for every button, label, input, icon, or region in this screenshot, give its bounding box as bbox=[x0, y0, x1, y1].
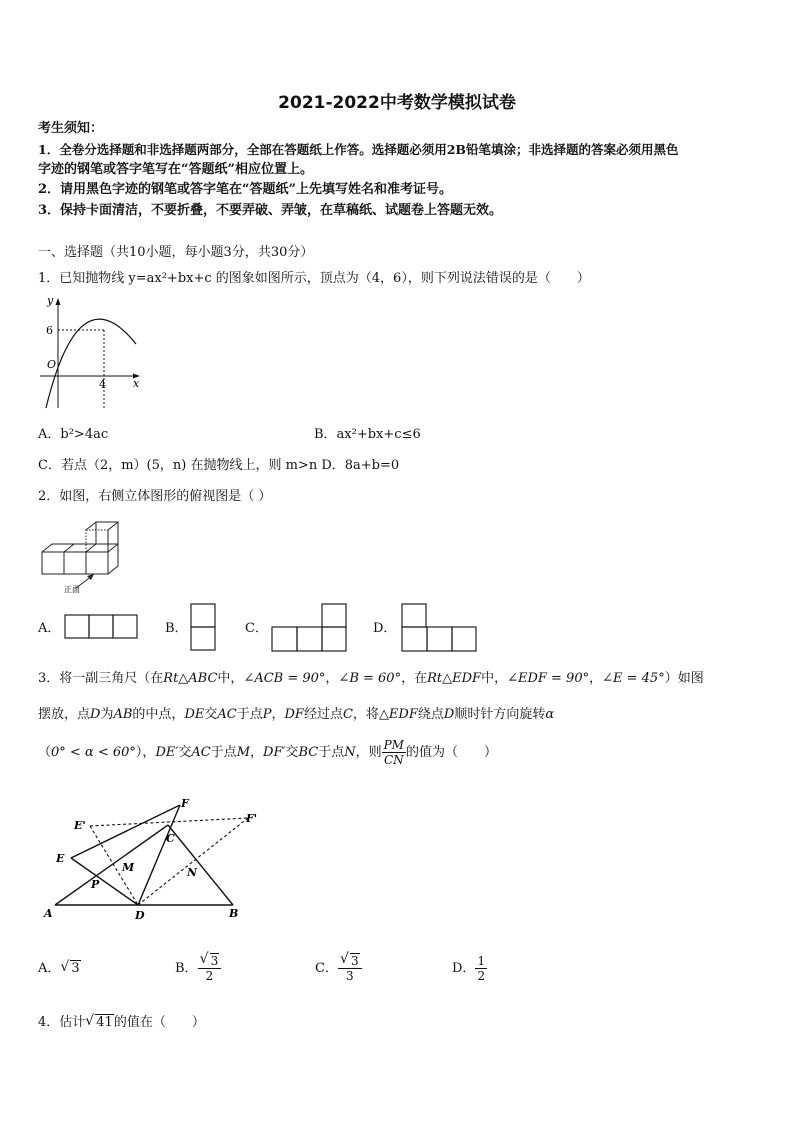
q3-option-d bbox=[452, 950, 487, 988]
q3-option-a-sqrt bbox=[60, 960, 80, 978]
q3-l2-text: 绕点 bbox=[417, 707, 444, 722]
q3-l2-text: ，将 bbox=[352, 707, 379, 722]
q3-label-b: B bbox=[229, 907, 239, 920]
notice-line-2: 2．请用黑色字迹的钢笔或答字笔在“答题纸”上先填写姓名和准考证号。 bbox=[38, 182, 453, 197]
q3-l2-text: 的中点， bbox=[132, 707, 185, 722]
q3-l1-rtabc: Rt△ABC bbox=[163, 671, 218, 686]
q3-option-a-label: A． bbox=[38, 961, 61, 976]
q1-y-label: y bbox=[47, 294, 54, 307]
q1-stem: 1．已知抛物线 y=ax²+bx+c 的图象如图所示，顶点为（4，6），则下列说法错误的是（ ） bbox=[38, 271, 590, 286]
q3-l1-text: ， bbox=[589, 671, 603, 686]
q3-l2-var: DF bbox=[284, 707, 304, 722]
q3-l2-text: 于点 bbox=[236, 707, 263, 722]
q3-option-b-label: B． bbox=[175, 961, 198, 976]
q3-l2-var: △EDF bbox=[378, 707, 418, 722]
q3-label-a: A bbox=[44, 907, 53, 920]
notice-line-1a: 1．全卷分选择题和非选择题两部分，全部在答题纸上作答。选择题必须用2B铅笔填涂；非选择题的答案必须用黑色 bbox=[38, 142, 679, 157]
q3-l2-text: 经过点 bbox=[303, 707, 343, 722]
q3-l2-text: 交 bbox=[204, 707, 218, 722]
q3-l3-text: 交 bbox=[178, 745, 192, 760]
q3-l2-var: P bbox=[262, 707, 272, 722]
q1-option-b: B．ax²+bx+c≤6 bbox=[314, 427, 421, 442]
q3-l3-text: 于点 bbox=[210, 745, 237, 760]
q3-label-c: C bbox=[166, 832, 175, 845]
q3-l2-var: D bbox=[90, 707, 101, 722]
q2-option-c-figure bbox=[271, 603, 349, 653]
q3-l3-var: M bbox=[236, 745, 250, 760]
q3-l2-text: 为 bbox=[100, 707, 114, 722]
q1-parabola-graph bbox=[36, 292, 148, 410]
q3-option-c-radicand: 3 bbox=[350, 954, 359, 968]
q3-option-b-radicand: 3 bbox=[210, 954, 219, 968]
q1-option-c-d: C．若点（2，m）(5，n) 在抛物线上，则 m>n D．8a+b=0 bbox=[38, 458, 400, 473]
q4-text-post: 的值在（ ） bbox=[113, 1015, 205, 1030]
q3-option-d-den: 2 bbox=[477, 969, 486, 983]
q3-l1-angle-e: ∠E = 45° bbox=[602, 671, 665, 686]
q3-label-m: M bbox=[122, 861, 135, 874]
q3-pm-over-cn bbox=[382, 738, 406, 767]
q3-l3-text: 的值为（ ） bbox=[405, 745, 497, 760]
notice-heading: 考生须知： bbox=[38, 121, 104, 136]
q4-radicand: 41 bbox=[96, 1015, 113, 1030]
q4-text-pre: 4．估计 bbox=[38, 1015, 86, 1030]
q3-l2-text: 顺时针方向旋转 bbox=[454, 707, 546, 722]
q3-option-c bbox=[315, 950, 362, 988]
q2-option-b-label: B． bbox=[165, 621, 188, 636]
q3-frac-num: PM bbox=[383, 738, 404, 752]
q3-option-b-den: 2 bbox=[205, 969, 214, 983]
q3-label-e-prime: E' bbox=[74, 819, 86, 832]
q3-l3-var: AC bbox=[191, 745, 211, 760]
q3-option-c-sqrt bbox=[340, 954, 360, 968]
q3-l1-angle-edf: ∠EDF = 90° bbox=[507, 671, 590, 686]
q3-l1-rtedf: Rt△EDF bbox=[427, 671, 482, 686]
notice-line-1b: 字迹的钢笔或答字笔写在“答题纸”相应位置上。 bbox=[38, 162, 313, 177]
q3-option-a-radicand: 3 bbox=[71, 961, 80, 976]
q2-solid-figure bbox=[38, 516, 134, 598]
q3-l3-var: DF′ bbox=[263, 745, 286, 760]
q2-option-a-figure bbox=[64, 614, 140, 640]
q3-l3-text: 于点 bbox=[318, 745, 345, 760]
q3-l1-text: 中， bbox=[217, 671, 244, 686]
q3-frac-den: CN bbox=[383, 753, 404, 767]
q3-label-f: F bbox=[181, 797, 189, 810]
q3-l3-var: DE′ bbox=[155, 745, 179, 760]
q3-l2-var: DE bbox=[184, 707, 205, 722]
q3-l3-text: 交 bbox=[285, 745, 299, 760]
section-heading: 一、选择题（共10小题，每小题3分，共30分） bbox=[38, 245, 314, 260]
q3-l1-text: 3．将一副三角尺（在 bbox=[38, 671, 164, 686]
q3-option-c-den: 3 bbox=[345, 969, 354, 983]
q2-option-b-figure bbox=[190, 603, 218, 653]
q3-l1-angle-b: ∠B = 60° bbox=[338, 671, 402, 686]
q3-option-b-fraction bbox=[198, 954, 222, 983]
q3-triangle-figure bbox=[40, 795, 270, 923]
q3-label-f-prime: F' bbox=[246, 812, 258, 825]
q3-l2-var: AB bbox=[113, 707, 133, 722]
q3-l3-var: N bbox=[344, 745, 356, 760]
q3-l2-var: AC bbox=[217, 707, 237, 722]
q3-option-b bbox=[175, 950, 221, 988]
q3-label-p: P bbox=[91, 878, 100, 891]
q1-x-label: x bbox=[133, 377, 140, 390]
q3-label-n: N bbox=[187, 866, 198, 879]
q1-y-tick: 6 bbox=[46, 324, 53, 337]
q1-x-tick: 4 bbox=[99, 378, 106, 391]
q3-label-e: E bbox=[56, 852, 65, 865]
q3-option-d-label: D． bbox=[452, 961, 476, 976]
q3-line-2 bbox=[38, 706, 554, 724]
page-title: 2021-2022中考数学模拟试卷 bbox=[278, 93, 516, 113]
q3-l3-text: ，则 bbox=[355, 745, 382, 760]
q2-option-c-label: C． bbox=[245, 621, 268, 636]
q3-l3-var: BC bbox=[298, 745, 319, 760]
q2-option-d-figure bbox=[401, 603, 479, 653]
q3-l2-text: 摆放，点 bbox=[38, 707, 91, 722]
q3-option-a bbox=[38, 960, 81, 978]
q3-line-1 bbox=[38, 670, 704, 688]
q3-l2-var: D bbox=[443, 707, 455, 722]
q3-l1-text: 中， bbox=[481, 671, 508, 686]
q1-origin-label: O bbox=[47, 358, 57, 371]
q3-option-d-fraction bbox=[475, 954, 487, 983]
q3-option-c-label: C． bbox=[315, 961, 338, 976]
q1-option-a: A．b²>4ac bbox=[38, 427, 109, 442]
q3-l1-text: ）如图 bbox=[664, 671, 704, 686]
q3-l2-alpha: α bbox=[545, 707, 555, 722]
q3-l3-text: ）， bbox=[135, 745, 156, 760]
q4-stem bbox=[38, 1014, 205, 1032]
q3-l3-text: ， bbox=[250, 745, 264, 760]
q3-label-d: D bbox=[135, 909, 145, 922]
q3-l1-text: ， bbox=[325, 671, 339, 686]
notice-line-3: 3．保持卡面清洁，不要折叠，不要弄破、弄皱，在草稿纸、试题卷上答题无效。 bbox=[38, 203, 503, 218]
q3-l2-var: C bbox=[342, 707, 353, 722]
q3-option-c-fraction bbox=[338, 954, 362, 983]
q3-l2-text: ， bbox=[271, 707, 285, 722]
q3-option-d-num: 1 bbox=[477, 954, 486, 968]
q2-stem: 2．如图，右侧立体图形的俯视图是（ ） bbox=[38, 489, 272, 504]
q2-front-label: 正面 bbox=[64, 585, 80, 594]
q2-option-d-label: D． bbox=[373, 621, 397, 636]
q3-l1-angle-acb: ∠ACB = 90° bbox=[243, 671, 326, 686]
q3-l3-alpha-range: 0° < α < 60° bbox=[51, 745, 136, 760]
q2-option-a-label: A． bbox=[38, 621, 61, 636]
q3-l3-text: （ bbox=[38, 745, 52, 760]
q3-option-b-sqrt bbox=[200, 954, 220, 968]
q3-line-3 bbox=[38, 738, 497, 768]
q4-sqrt bbox=[85, 1014, 114, 1032]
q3-l1-text: ，在 bbox=[401, 671, 428, 686]
